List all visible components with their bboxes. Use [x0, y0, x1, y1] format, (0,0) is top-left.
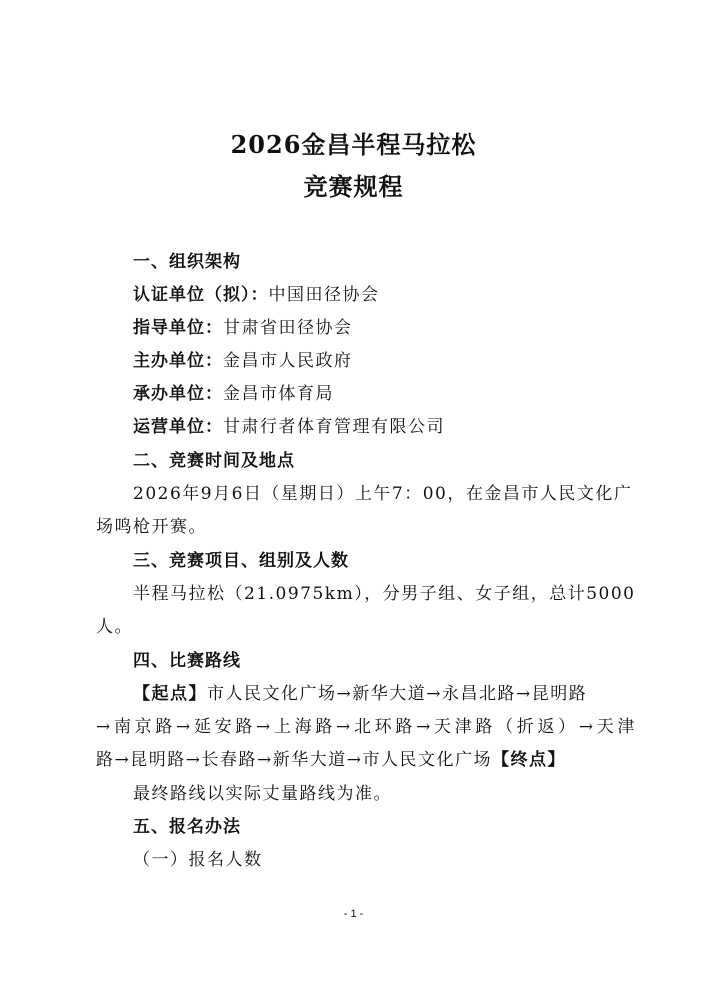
org-value: 甘肃行者体育管理有限公司	[223, 417, 445, 437]
section-heading-events: 三、竞赛项目、组别及人数	[133, 551, 349, 571]
route-line3	[96, 749, 636, 771]
subsection-registration-count: （一）报名人数	[133, 850, 263, 870]
org-value: 中国田径协会	[268, 285, 380, 305]
document-title: 2026金昌半程马拉松	[230, 130, 477, 159]
org-item-operator	[133, 416, 623, 438]
route-text: 市人民文化广场→新华大道→永昌北路→昆明路	[207, 684, 588, 704]
org-label: 承办单位：	[133, 384, 223, 404]
route-line2: →南京路→延安路→上海路→北环路→天津路（折返）→天津	[96, 717, 636, 737]
org-value: 甘肃省田径协会	[223, 318, 353, 338]
org-item-certification	[133, 284, 623, 306]
section-heading-time-place: 二、竞赛时间及地点	[133, 451, 295, 471]
route-end-marker: 【终点】	[491, 750, 566, 770]
time-place-paragraph-line1: 2026年9月6日（星期日）上午7：00，在金昌市人民文化广	[133, 484, 633, 504]
org-item-host	[133, 350, 623, 372]
page-number: - 1 -	[343, 908, 364, 920]
events-paragraph-line1: 半程马拉松（21.0975km），分男子组、女子组，总计5000	[133, 584, 636, 604]
section-heading-organization: 一、组织架构	[133, 252, 241, 272]
org-label: 指导单位：	[133, 318, 223, 338]
org-value: 金昌市人民政府	[223, 351, 353, 371]
route-text: 路→昆明路→长春路→新华大道→市人民文化广场	[96, 750, 492, 770]
org-label: 运营单位：	[133, 417, 223, 437]
org-label: 认证单位（拟）：	[133, 285, 269, 305]
events-paragraph-line2: 人。	[96, 617, 133, 637]
org-value: 金昌市体育局	[223, 384, 334, 404]
time-place-paragraph-line2: 场鸣枪开赛。	[96, 517, 207, 537]
org-item-organizer	[133, 383, 623, 405]
org-item-guidance	[133, 317, 623, 339]
section-heading-registration: 五、报名办法	[133, 817, 241, 837]
org-label: 主办单位：	[133, 351, 223, 371]
section-heading-route: 四、比赛路线	[133, 651, 241, 671]
route-start-marker: 【起点】	[133, 684, 207, 704]
route-note: 最终路线以实际丈量路线为准。	[133, 784, 392, 804]
document-subtitle: 竞赛规程	[303, 172, 404, 201]
route-line1	[133, 683, 623, 705]
